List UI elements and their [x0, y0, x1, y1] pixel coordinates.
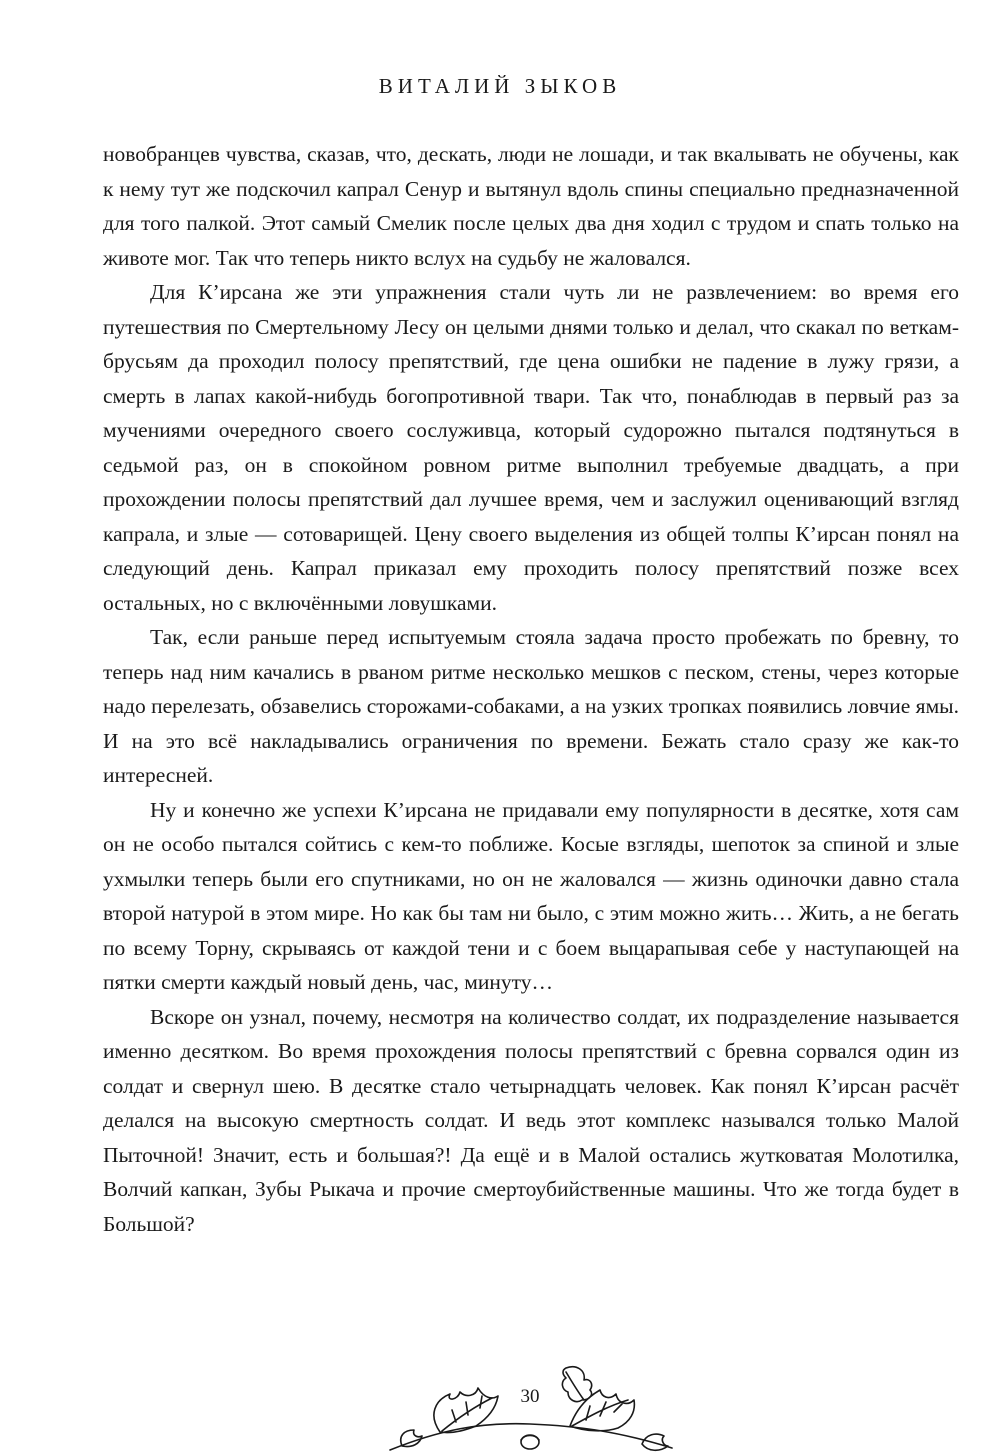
paragraph: Для К’ирсана же эти упражнения стали чуть ли не развлечением: во время его путешествия по Смертельному Лесу он целыми днями только и делал, что скакал по веткам-брусьям да проходил полосу препятствий, где цена ошибки не падение в лужу грязи, а смерть в лапах какой-нибудь богопротивной твари. Так что, понаблюдав в первый раз за мучениями очередного своего сослуживца, который судорожно пытался подтянуться в седьмой раз, он в спокойном ровном ритме выполнил требуемые двадцать, а при прохождении полосы препятствий дал лучшее время, чем и заслужил оценивающий взгляд капрала, и злые — сотоварищей. Цену своего выделения из общей толпы К’ирсан понял на следующий день. Капрал приказал ему проходить полосу препятствий позже всех остальных, но с включёнными ловушками. [103, 280, 959, 615]
body-text [103, 137, 959, 1241]
paragraph: новобранцев чувства, сказав, что, дескать, люди не лошади, и так вкалывать не обучены, как к нему тут же подскочил капрал Сенур и вытянул вдоль спины специально предназначенной для того палкой. Этот самый Смелик после целых два дня ходил с трудом и спать только на животе мог. Так что теперь никто вслух на судьбу не жаловался. [103, 142, 959, 270]
paragraph: Вскоре он узнал, почему, несмотря на количество солдат, их подразделение называется именно десятком. Во время прохождения полосы препятствий с бревна сорвался один из солдат и свернул шею. В десятке стало четырнадцать человек. Как понял К’ирсан расчёт делался на высокую смертность солдат. И ведь этот комплекс назывался только Малой Пыточной! Значит, есть и большая?! Да ещё и в Малой остались жутковатая Молотилка, Волчий капкан, Зубы Рыкача и прочие смертоубийственные машины. Что же тогда будет в Большой? [103, 1004, 959, 1236]
paragraph: Ну и конечно же успехи К’ирсана не придавали ему популярности в десятке, хотя сам он не особо пытался сойтись с кем-то поближе. Косые взгляды, шепоток за спиной и злые ухмылки теперь были его спутниками, но он не жаловался — жизнь одиночки давно стала второй натурой в этом мире. Но как бы там ни было, с этим можно жить… Жить, а не бегать по всему Торну, скрываясь от каждой тени и с боем выцарапывая себе у наступающей на пятки смерти каждый новый день, час, минуту… [103, 797, 959, 994]
running-header: ВИТАЛИЙ ЗЫКОВ [378, 74, 622, 98]
paragraph: Так, если раньше перед испытуемым стояла задача просто пробежать по бревну, то теперь над ним качались в рваном ритме несколько мешков с песком, стены, через которые надо перелезать, обзавелись сторожами-собаками, а на узких тропках появились ловчие ямы. И на это всё накладывались ограничения по времени. Бежать стало сразу же как-то интересней. [103, 625, 959, 787]
page-number: 30 [520, 1386, 540, 1407]
